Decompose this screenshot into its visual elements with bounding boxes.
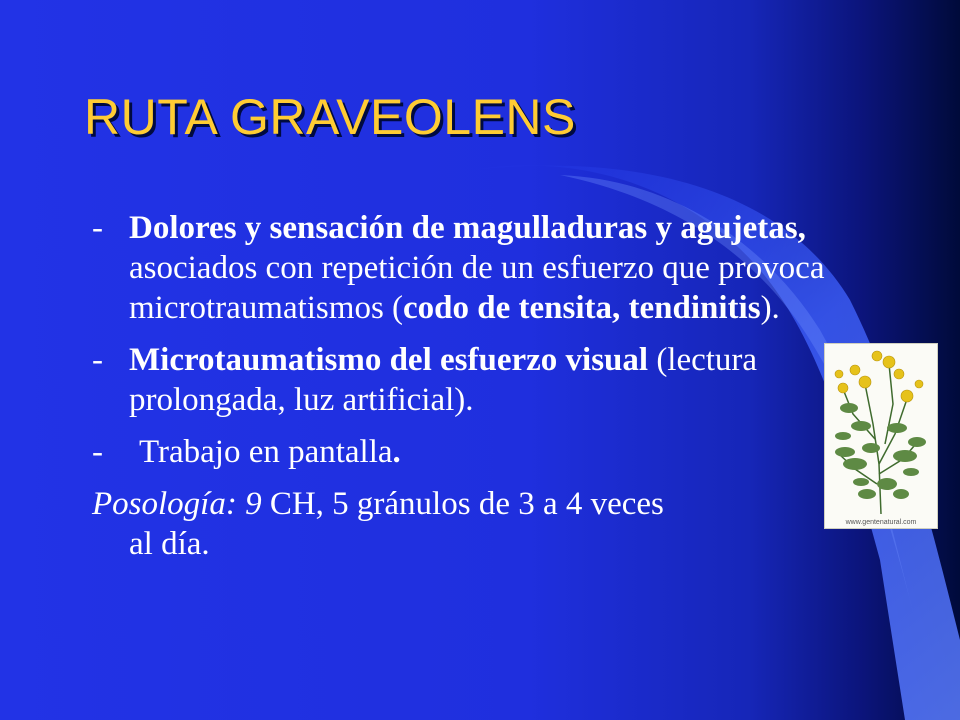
list-item [92, 208, 852, 328]
item-plain-text: (lectura prolongada, luz artificial). [129, 342, 758, 418]
item-plain-text: Trabajo en pantalla [139, 434, 393, 470]
item-plain-text: ). [760, 290, 780, 326]
item-bold-text: codo de tensita, tendinitis [403, 290, 761, 326]
ruta-plant-illustration-icon [825, 344, 937, 516]
item-text [129, 208, 852, 328]
posology-text: CH, 5 gránulos de 3 a 4 veces [261, 486, 664, 522]
bullet-dash: - [92, 342, 103, 378]
list-item [92, 432, 852, 472]
item-bold-text: Dolores y sensación de magulladuras y agujetas, [129, 210, 806, 246]
bullet-dash: - [92, 210, 103, 246]
posology-line-2: al día. [129, 526, 210, 562]
list-item [92, 340, 852, 420]
item-bold-text: . [392, 434, 401, 470]
image-watermark: www.gentenatural.com [845, 519, 917, 526]
item-text [129, 340, 852, 420]
item-bold-text: Microtaumatismo del esfuerzo visual [129, 342, 649, 378]
posology-line-1 [92, 484, 852, 524]
bullet-dash: - [92, 434, 103, 470]
posology-dose: 9 [245, 486, 262, 522]
item-plain-text: asociados con repetición de un esfuerzo que provoca microtraumatismos ( [129, 250, 825, 326]
plant-image [824, 343, 938, 529]
posology [92, 484, 852, 564]
item-text [129, 432, 852, 472]
slide-body [92, 208, 852, 564]
slide-title: RUTA GRAVEOLENS [84, 89, 576, 145]
posology-label: Posología: [92, 486, 237, 522]
